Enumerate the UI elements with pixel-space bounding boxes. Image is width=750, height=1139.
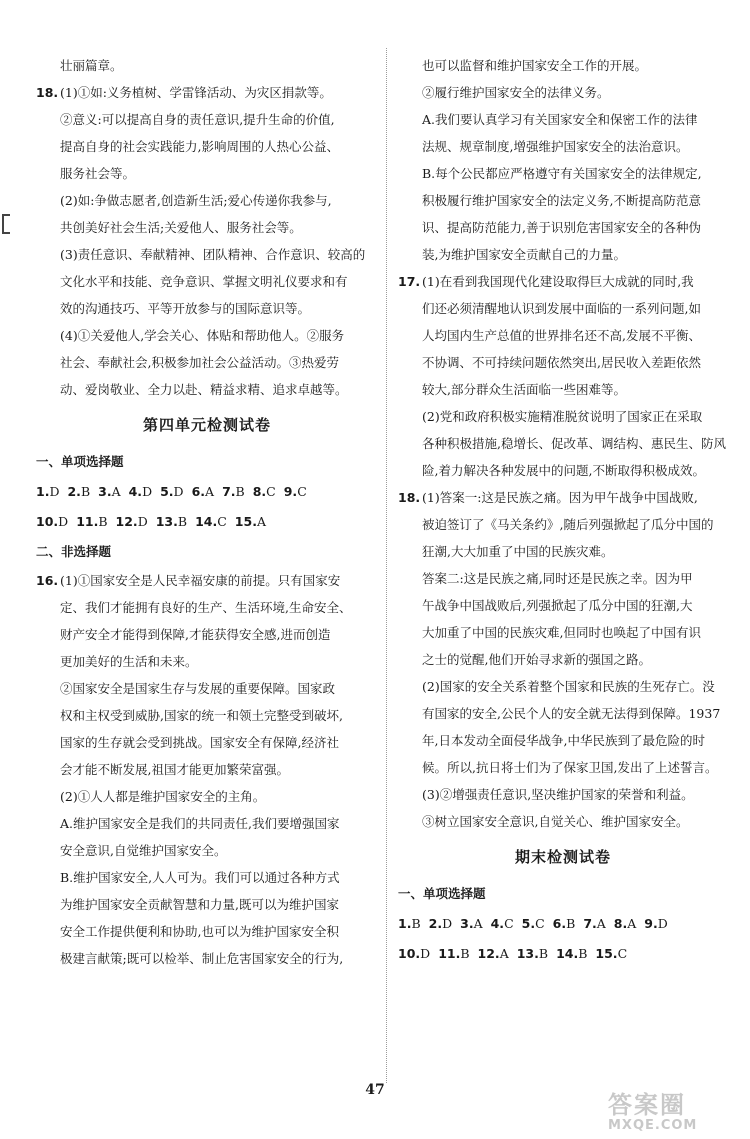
answer-letter: A [205, 484, 215, 499]
text-line: (4)①关爱他人,学会关心、体贴和帮助他人。②服务 [60, 328, 345, 343]
text-line [36, 567, 378, 594]
answer-letter: A [499, 946, 509, 961]
text-line: 候。所以,抗日将士们为了保家卫国,发出了上述誓言。 [422, 760, 718, 775]
text-line: 共创美好社会生活;关爱他人、服务社会等。 [60, 220, 302, 235]
text-line: 有国家的安全,公民个人的安全就无法得到保障。1937 [422, 706, 721, 721]
answer-number: 9. [644, 916, 658, 931]
question-number: 18. [36, 85, 59, 100]
text-line: 各种积极措施,稳增长、促改革、调结构、惠民生、防风 [422, 436, 726, 451]
answer-number: 13. [516, 946, 539, 961]
answer-item [156, 507, 187, 537]
text-line: 午战争中国战败后,列强掀起了瓜分中国的狂潮,大 [422, 598, 693, 613]
answer-row [398, 939, 728, 969]
text-line: 更加美好的生活和未来。 [60, 654, 198, 669]
answer-letter: D [58, 514, 69, 529]
text-line: (3)责任意识、奉献精神、团队精神、合作意识、较高的 [60, 247, 366, 262]
text-line: 动、爱岗敬业、全力以赴、精益求精、追求卓越等。 [60, 382, 348, 397]
answer-letter: D [49, 484, 60, 499]
answer-item [76, 507, 107, 537]
line-text: (1)在看到我国现代化建设取得巨大成就的同时,我 [422, 274, 694, 289]
section-heading-multiple-choice: 一、单项选择题 [36, 454, 124, 469]
answer-number: 10. [398, 946, 421, 961]
answer-letter: B [460, 946, 470, 961]
answer-number: 9. [283, 484, 298, 499]
answer-item [556, 939, 587, 969]
answer-letter: A [596, 916, 606, 931]
text-line: 较大,部分群众生活面临一些困难等。 [422, 382, 626, 397]
answer-number: 6. [552, 916, 567, 931]
text-line: B.维护国家安全,人人可为。我们可以通过各种方式 [60, 870, 340, 885]
answer-letter: B [411, 916, 421, 931]
text-line [36, 79, 378, 106]
answer-number: 10. [36, 514, 59, 529]
answer-number: 14. [195, 514, 218, 529]
answer-item [195, 507, 227, 537]
answer-item [522, 909, 545, 939]
text-line: ②国家安全是国家生存与发展的重要保障。国家政 [60, 681, 336, 696]
watermark-text: 答案圈 [608, 1091, 686, 1119]
page-number: 47 [365, 1082, 385, 1098]
text-line: 社会、奉献社会,积极参加社会公益活动。③热爱劳 [60, 355, 339, 370]
answer-number: 15. [595, 946, 618, 961]
text-line: ②意义:可以提高自身的责任意识,提升生命的价值, [60, 112, 335, 127]
answer-letter: B [80, 484, 91, 499]
answer-item [644, 909, 667, 939]
text-line: 装,为维护国家安全贡献自己的力量。 [422, 247, 626, 262]
text-line: (2)如:争做志愿者,创造新生活;爱心传递你我参与, [60, 193, 332, 208]
answer-item [36, 477, 59, 507]
text-line: 壮丽篇章。 [60, 58, 123, 73]
answer-letter: A [473, 916, 483, 931]
column-divider [386, 48, 387, 1083]
answer-item [67, 477, 90, 507]
answer-item [478, 939, 509, 969]
text-line: (2)①人人都是维护国家安全的主角。 [60, 789, 266, 804]
answer-item [553, 909, 576, 939]
answer-item [235, 507, 266, 537]
text-line: 积极履行维护国家安全的法定义务,不断提高防范意 [422, 193, 701, 208]
question-18-left [36, 79, 378, 403]
answer-number: 1. [36, 484, 50, 499]
answer-letter: A [627, 916, 637, 931]
question-16-continued [398, 52, 728, 268]
text-line: 被迫签订了《马关条约》,随后列强掀起了瓜分中国的 [422, 517, 714, 532]
text-line: (3)②增强责任意识,坚决维护国家的荣誉和利益。 [422, 787, 694, 802]
answer-item [36, 507, 68, 537]
answer-item [491, 909, 514, 939]
text-line: 不协调、不可持续问题依然突出,居民收入差距依然 [422, 355, 701, 370]
answer-number: 3. [460, 916, 474, 931]
question-number: 16. [36, 573, 59, 588]
text-line [398, 268, 728, 295]
text-line: 权和主权受到威胁,国家的统一和领土完整受到破坏, [60, 708, 343, 723]
answer-number: 12. [477, 946, 500, 961]
section-heading-non-choice: 二、非选择题 [36, 544, 112, 559]
answer-row [36, 477, 378, 507]
answer-letter: B [177, 514, 188, 529]
text-line: 之士的觉醒,他们开始寻求新的强国之路。 [422, 652, 651, 667]
text-line: 年,日本发动全面侵华战争,中华民族到了最危险的时 [422, 733, 705, 748]
answer-number: 8. [252, 484, 267, 499]
answer-item [438, 939, 469, 969]
text-line: 法规、规章制度,增强维护国家安全的法治意识。 [422, 139, 689, 154]
answer-number: 13. [155, 514, 178, 529]
answer-number: 15. [234, 514, 257, 529]
left-column [36, 52, 378, 972]
answer-item [398, 909, 421, 939]
text-line: 狂潮,大大加重了中国的民族灾难。 [422, 544, 614, 559]
answer-number: 11. [438, 946, 461, 961]
answer-item [595, 939, 627, 969]
answer-letter: C [297, 484, 307, 499]
text-line: 财产安全才能得到保障,才能获得安全感,进而创造 [60, 627, 331, 642]
answer-letter: D [173, 484, 184, 499]
text-line: 定、我们才能拥有良好的生产、生活环境,生命安全、 [60, 600, 352, 615]
line-text: (1)①国家安全是人民幸福安康的前提。只有国家安 [60, 573, 341, 588]
answer-number: 1. [398, 916, 412, 931]
question-number: 17. [398, 274, 421, 289]
answer-number: 3. [98, 484, 112, 499]
text-line: 提高自身的社会实践能力,影响周围的人热心公益、 [60, 139, 339, 154]
answer-number: 2. [67, 484, 81, 499]
text-line: 答案二:这是民族之痛,同时还是民族之幸。因为甲 [422, 571, 693, 586]
answer-letter: D [420, 946, 431, 961]
answer-item [614, 909, 636, 939]
answer-number: 5. [521, 916, 536, 931]
answer-letter: C [266, 484, 276, 499]
line-text: (1)答案一:这是民族之痛。因为甲午战争中国战败, [422, 490, 698, 505]
question-16 [36, 567, 378, 972]
answer-row [398, 909, 728, 939]
answer-number: 5. [160, 484, 174, 499]
answer-item [398, 939, 430, 969]
answer-letter: C [535, 916, 545, 931]
answer-number: 12. [115, 514, 138, 529]
text-line: 会才能不断发展,祖国才能更加繁荣富强。 [60, 762, 289, 777]
text-line: 险,着力解决各种发展中的问题,不断取得积极成效。 [422, 463, 705, 478]
answer-item [98, 477, 120, 507]
answer-letter: A [111, 484, 121, 499]
answer-item [583, 909, 605, 939]
answer-number: 14. [556, 946, 579, 961]
text-line: ③树立国家安全意识,自觉关心、维护国家安全。 [422, 814, 689, 829]
answer-number: 8. [613, 916, 628, 931]
text-line: 们还必须清醒地认识到发展中面临的一系列问题,如 [422, 301, 701, 316]
question-number: 18. [398, 490, 421, 505]
text-line: 效的沟通技巧、平等开放参与的国际意识等。 [60, 301, 311, 316]
text-line [398, 484, 728, 511]
text-line: 人均国内生产总值的世界排名还不高,发展不平衡、 [422, 328, 701, 343]
text-line: 服务社会等。 [60, 166, 136, 181]
text-line: (2)党和政府积极实施精准脱贫说明了国家正在采取 [422, 409, 703, 424]
text-line: ②履行维护国家安全的法律义务。 [422, 85, 610, 100]
answer-number: 7. [583, 916, 597, 931]
text-line: (2)国家的安全关系着整个国家和民族的生死存亡。没 [422, 679, 715, 694]
answer-letter: D [137, 514, 148, 529]
section-title-final-exam: 期末检测试卷 [514, 848, 611, 866]
answer-number: 4. [128, 484, 143, 499]
answer-number: 11. [76, 514, 99, 529]
answer-item [160, 477, 183, 507]
text-line: 安全工作提供便利和协助,也可以为维护国家安全积 [60, 924, 339, 939]
answer-item [116, 507, 148, 537]
answer-number: 4. [490, 916, 505, 931]
answer-row [36, 507, 378, 537]
answer-item [429, 909, 452, 939]
answer-letter: B [98, 514, 108, 529]
answer-item [460, 909, 482, 939]
watermark-url: MXQE.COM [608, 1118, 698, 1133]
text-line: 为维护国家安全贡献智慧和力量,既可以为维护国家 [60, 897, 339, 912]
text-line: 安全意识,自觉维护国家安全。 [60, 843, 227, 858]
answer-number: 6. [191, 484, 206, 499]
answer-letter: B [235, 484, 245, 499]
text-line: A.我们要认真学习有关国家安全和保密工作的法律 [422, 112, 698, 127]
question-18-right [398, 484, 728, 835]
answer-number: 7. [222, 484, 236, 499]
text-line: 大加重了中国的民族灾难,但同时也唤起了中国有识 [422, 625, 701, 640]
answer-letter: B [538, 946, 549, 961]
section-heading-multiple-choice: 一、单项选择题 [398, 886, 486, 901]
text-line: 识、提高防范能力,善于识别危害国家安全的各种伪 [422, 220, 701, 235]
text-line: 极建言献策;既可以检举、制止危害国家安全的行为, [60, 951, 344, 966]
text-line: 文化水平和技能、竞争意识、掌握文明礼仪要求和有 [60, 274, 348, 289]
answer-item [222, 477, 245, 507]
answer-letter: B [578, 946, 588, 961]
text-line: 国家的生存就会受到挑战。国家安全有保障,经济社 [60, 735, 339, 750]
answer-number: 2. [428, 916, 443, 931]
answer-letter: C [504, 916, 514, 931]
section-title-unit4: 第四单元检测试卷 [142, 416, 271, 434]
answer-letter: A [256, 514, 266, 529]
answer-letter: D [142, 484, 153, 499]
binding-margin-mark [2, 214, 10, 234]
answer-item [517, 939, 548, 969]
answer-item [192, 477, 214, 507]
answer-letter: D [657, 916, 668, 931]
answer-item [253, 477, 276, 507]
answer-letter: C [217, 514, 227, 529]
watermark-logo [608, 1092, 738, 1134]
line-text: (1)①如:义务植树、学雷锋活动、为灾区捐款等。 [60, 85, 332, 100]
answer-letter: B [566, 916, 576, 931]
text-line: A.维护国家安全是我们的共同责任,我们要增强国家 [60, 816, 340, 831]
answer-letter: D [442, 916, 453, 931]
answer-letter: C [617, 946, 628, 961]
answer-item [129, 477, 152, 507]
right-column [398, 52, 728, 969]
text-line: 也可以监督和维护国家安全工作的开展。 [422, 58, 648, 73]
question-17 [398, 268, 728, 484]
answer-item [284, 477, 307, 507]
text-line: B.每个公民都应严格遵守有关国家安全的法律规定, [422, 166, 702, 181]
